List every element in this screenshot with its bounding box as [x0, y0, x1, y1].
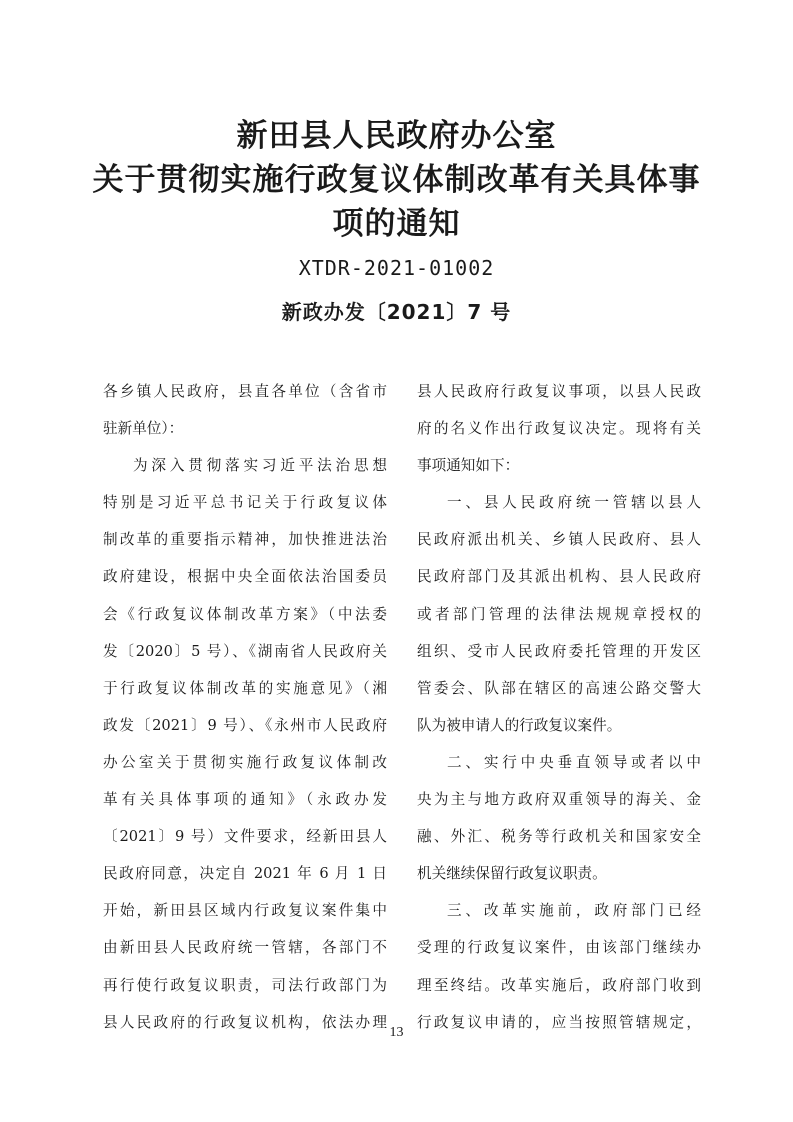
title-line-3: 项的通知 — [332, 206, 461, 242]
document-id: XTDR-2021-01002 — [298, 256, 495, 280]
left-column-line: 办公室关于贯彻实施行政复议体制改 — [103, 753, 387, 771]
right-column-line: 三、改革实施前，政府部门已经 — [447, 902, 701, 920]
left-column-line: 制改革的重要指示精神，加快推进法治 — [103, 531, 387, 549]
right-column-line: 机关继续保留行政复议职责。 — [417, 865, 607, 883]
document-title — [0, 114, 793, 246]
left-column-line: 再行使行政复议职责，司法行政部门为 — [103, 976, 387, 994]
right-column-line: 组织、受市人民政府委托管理的开发区 — [417, 642, 701, 660]
right-column-line: 一、县人民政府统一管辖以县人 — [447, 494, 701, 512]
right-column-line: 队为被申请人的行政复议案件。 — [417, 716, 622, 734]
right-column-line: 民政府部门及其派出机构、县人民政府 — [417, 568, 701, 586]
right-column-line: 事项通知如下： — [417, 457, 520, 475]
right-column-line: 府的名义作出行政复议决定。现将有关 — [417, 420, 701, 438]
right-column-line: 二、实行中央垂直领导或者以中 — [447, 753, 701, 771]
left-column-line: 会《行政复议体制改革方案》（中法委 — [103, 605, 387, 623]
left-column-line: 特别是习近平总书记关于行政复议体 — [103, 494, 387, 512]
right-column-line: 融、外汇、税务等行政机关和国家安全 — [417, 828, 701, 846]
left-column-line: 开始，新田县区域内行政复议案件集中 — [103, 902, 387, 920]
left-column-line: 于行政复议体制改革的实施意见》（湘 — [103, 679, 387, 697]
right-column-line: 县人民政府行政复议事项，以县人民政 — [417, 383, 701, 400]
left-column-line: 为深入贯彻落实习近平法治思想 — [133, 457, 387, 475]
document-number: 新政办发〔2021〕7 号 — [281, 300, 512, 324]
left-column-line: 各乡镇人民政府，县直各单位（含省市 — [103, 383, 387, 400]
right-column-line: 管委会、队部在辖区的高速公路交警大 — [417, 679, 701, 697]
title-line-1: 新田县人民政府办公室 — [236, 118, 557, 154]
right-column — [417, 373, 701, 1041]
left-column-line: 发〔2020〕5 号）、《湖南省人民政府关 — [103, 642, 387, 660]
left-column-line: 由新田县人民政府统一管辖，各部门不 — [103, 939, 387, 957]
right-column-line: 受理的行政复议案件，由该部门继续办 — [417, 939, 701, 957]
left-column-line: 政府建设，根据中央全面依法治国委员 — [103, 568, 387, 586]
left-column-line: 民政府同意，决定自 2021 年 6 月 1 日 — [103, 865, 387, 883]
right-column-line: 或者部门管理的法律法规规章授权的 — [417, 605, 701, 623]
page-number: 13 — [389, 1025, 404, 1040]
left-column-line: 〔2021〕9 号）文件要求，经新田县人 — [103, 828, 387, 846]
right-column-line: 央为主与地方政府双重领导的海关、金 — [417, 791, 701, 809]
left-column-line: 驻新单位）： — [103, 420, 184, 438]
left-column — [103, 373, 387, 1041]
title-line-2: 关于贯彻实施行政复议体制改革有关具体事 — [92, 162, 701, 198]
right-column-line: 民政府派出机关、乡镇人民政府、县人 — [417, 531, 701, 549]
left-column-line: 革有关具体事项的通知》（永政办发 — [103, 791, 387, 809]
left-column-line: 县人民政府的行政复议机构，依法办理 — [103, 1013, 387, 1031]
right-column-line: 理至终结。改革实施后，政府部门收到 — [417, 976, 701, 994]
left-column-line: 政发〔2021〕9 号）、《永州市人民政府 — [103, 716, 387, 734]
right-column-line: 行政复议申请的，应当按照管辖规定， — [417, 1013, 701, 1031]
